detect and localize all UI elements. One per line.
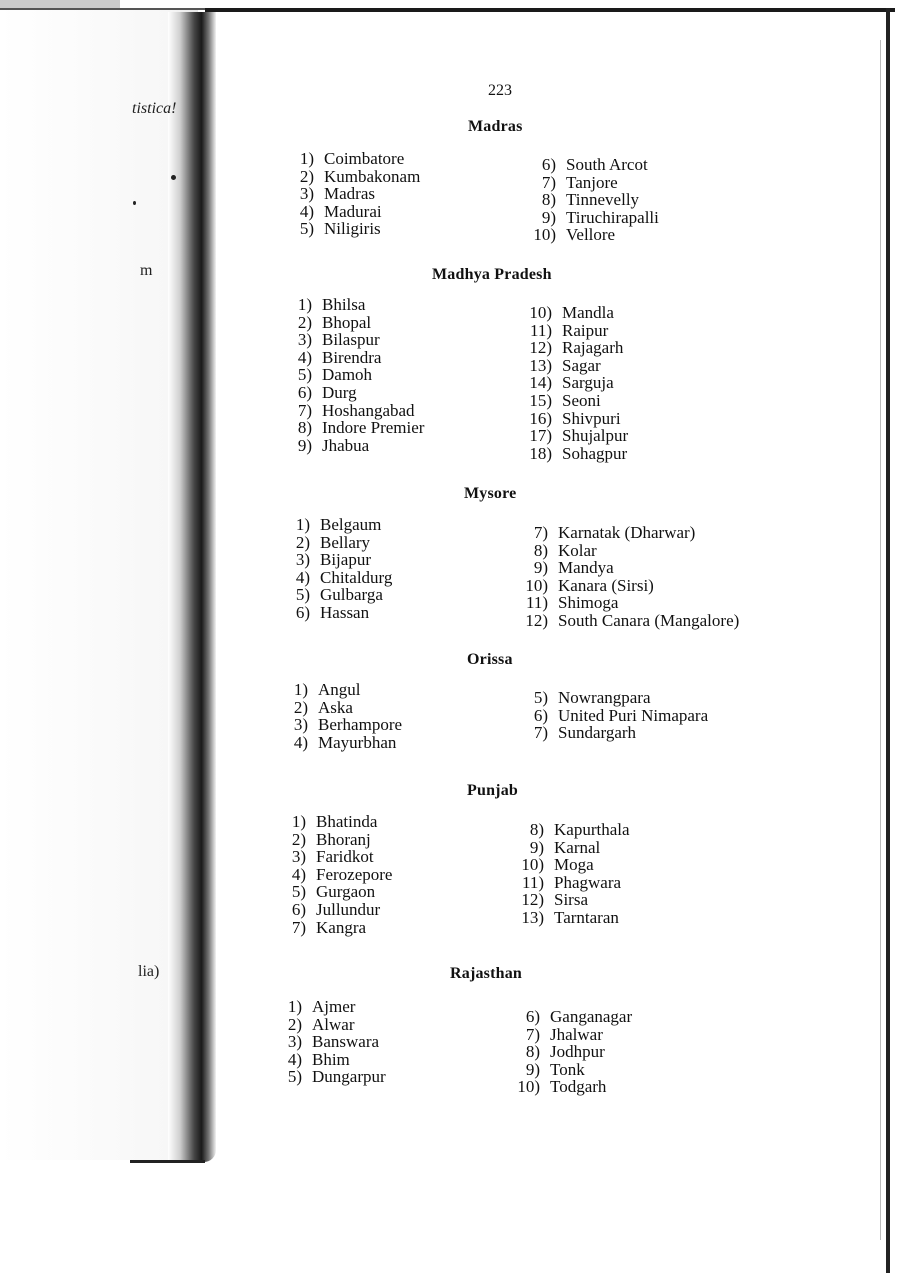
- scan-border-right: [886, 8, 890, 1273]
- scan-speck: [133, 201, 136, 205]
- scan-border-left: [0, 8, 205, 10]
- district-list-right: [506, 1008, 632, 1096]
- list-item: 2) Aska: [293, 697, 353, 717]
- list-item: 16) Shivpuri: [529, 408, 621, 428]
- list-item: 1) Belgaum: [295, 515, 382, 534]
- list-item: 2) Bhopal: [297, 312, 372, 332]
- list-item: 1) Coimbatore: [299, 149, 405, 168]
- list-item: 18) Sohagpur: [529, 443, 628, 463]
- book-gutter: [168, 12, 216, 1162]
- list-item: 6) Jullundur: [291, 899, 381, 919]
- list-item: 13) Tarntaran: [521, 907, 619, 927]
- list-item: 6) South Arcot: [541, 155, 648, 174]
- list-item: 2) Bhoranj: [291, 829, 371, 849]
- district-list-left: [274, 681, 402, 751]
- list-item: 5) Nowrangpara: [533, 688, 651, 707]
- list-item: 4) Chitaldurg: [295, 567, 393, 587]
- gutter-bottom: [130, 1160, 205, 1163]
- list-item: 3) Berhampore: [293, 715, 403, 735]
- list-item: 11) Phagwara: [521, 872, 622, 892]
- list-item: 4) Ferozepore: [291, 864, 393, 884]
- section-heading: Orissa: [467, 651, 513, 668]
- list-item: 11) Raipur: [529, 320, 609, 340]
- list-item: 3) Madras: [299, 184, 375, 204]
- list-item: 12) Sirsa: [521, 890, 588, 910]
- list-item: 6) Ganganagar: [525, 1007, 633, 1026]
- list-item: 7) Jhalwar: [525, 1024, 603, 1044]
- section-heading: Punjab: [467, 782, 518, 799]
- list-item: 9) Tonk: [525, 1059, 585, 1079]
- list-item: 3) Banswara: [287, 1032, 380, 1052]
- margin-fragment: m: [140, 262, 153, 279]
- district-list-left: [280, 150, 420, 238]
- list-item: 12) South Canara (Mangalore): [525, 610, 740, 630]
- list-item: 10) Todgarh: [517, 1077, 607, 1097]
- district-list-right: [514, 689, 708, 742]
- scan-border-top: [205, 8, 895, 12]
- list-item: 10) Kanara (Sirsi): [525, 575, 654, 595]
- list-item: 15) Seoni: [529, 390, 601, 410]
- section-heading: Madras: [468, 118, 523, 135]
- list-item: 8) Kolar: [533, 540, 597, 560]
- list-item: 4) Birendra: [297, 347, 382, 367]
- list-item: 1) Bhatinda: [291, 812, 378, 831]
- district-list-left: [272, 813, 392, 936]
- list-item: 8) Tinnevelly: [541, 190, 640, 210]
- list-item: 6) Durg: [297, 382, 357, 402]
- scan-top-edge: [0, 0, 120, 8]
- section-heading: Rajasthan: [450, 965, 523, 982]
- list-item: 4) Madurai: [299, 201, 382, 221]
- list-item: 2) Kumbakonam: [299, 166, 421, 186]
- list-item: 5) Gurgaon: [291, 882, 376, 902]
- district-list-right: [510, 821, 630, 927]
- district-list-left: [276, 516, 392, 622]
- list-item: 6) United Puri Nimapara: [533, 705, 709, 725]
- list-item: 12) Rajagarh: [529, 338, 624, 358]
- margin-fragment: tistica!: [132, 100, 177, 117]
- list-item: 7) Hoshangabad: [297, 400, 415, 420]
- list-item: 1) Bhilsa: [297, 295, 366, 314]
- page-number: 223: [488, 82, 512, 99]
- list-item: 13) Sagar: [529, 355, 601, 375]
- scan-speck: [171, 175, 176, 180]
- list-item: 9) Tiruchirapalli: [541, 207, 659, 227]
- list-item: 1) Angul: [293, 680, 361, 699]
- list-item: 10) Vellore: [533, 225, 616, 245]
- list-item: 8) Kapurthala: [529, 820, 630, 839]
- scan-border-inner-right: [880, 40, 881, 1240]
- list-item: 2) Alwar: [287, 1014, 355, 1034]
- list-item: 8) Indore Premier: [297, 418, 425, 438]
- list-item: 14) Sarguja: [529, 373, 614, 393]
- list-item: 3) Bijapur: [295, 550, 371, 570]
- list-item: 7) Tanjore: [541, 172, 618, 192]
- district-list-left: [278, 296, 424, 454]
- section-heading: Madhya Pradesh: [432, 266, 552, 283]
- list-item: 9) Karnal: [529, 837, 601, 857]
- list-item: 1) Ajmer: [287, 997, 356, 1016]
- list-item: 3) Bilaspur: [297, 330, 380, 350]
- list-item: 17) Shujalpur: [529, 426, 629, 446]
- list-item: 7) Karnatak (Dharwar): [533, 523, 696, 542]
- district-list-left: [268, 998, 386, 1086]
- list-item: 2) Bellary: [295, 532, 371, 552]
- list-item: 8) Jodhpur: [525, 1042, 605, 1062]
- list-item: 5) Damoh: [297, 365, 373, 385]
- list-item: 9) Jhabua: [297, 435, 370, 455]
- list-item: 5) Gulbarga: [295, 585, 383, 605]
- list-item: 4) Mayurbhan: [293, 732, 397, 752]
- district-list-right: [522, 156, 659, 244]
- list-item: 11) Shimoga: [525, 593, 619, 613]
- list-item: 5) Niligiris: [299, 219, 381, 239]
- list-item: 6) Hassan: [295, 602, 370, 622]
- list-item: 10) Moga: [521, 855, 594, 875]
- list-item: 4) Bhim: [287, 1049, 350, 1069]
- list-item: 3) Faridkot: [291, 847, 374, 867]
- list-item: 7) Kangra: [291, 917, 367, 937]
- list-item: 10) Mandla: [529, 303, 614, 322]
- district-list-right: [514, 524, 739, 630]
- list-item: 9) Mandya: [533, 558, 614, 578]
- margin-fragment: lia): [138, 963, 160, 980]
- district-list-right: [518, 304, 628, 462]
- list-item: 7) Sundargarh: [533, 723, 637, 743]
- list-item: 5) Dungarpur: [287, 1067, 386, 1087]
- section-heading: Mysore: [464, 485, 517, 502]
